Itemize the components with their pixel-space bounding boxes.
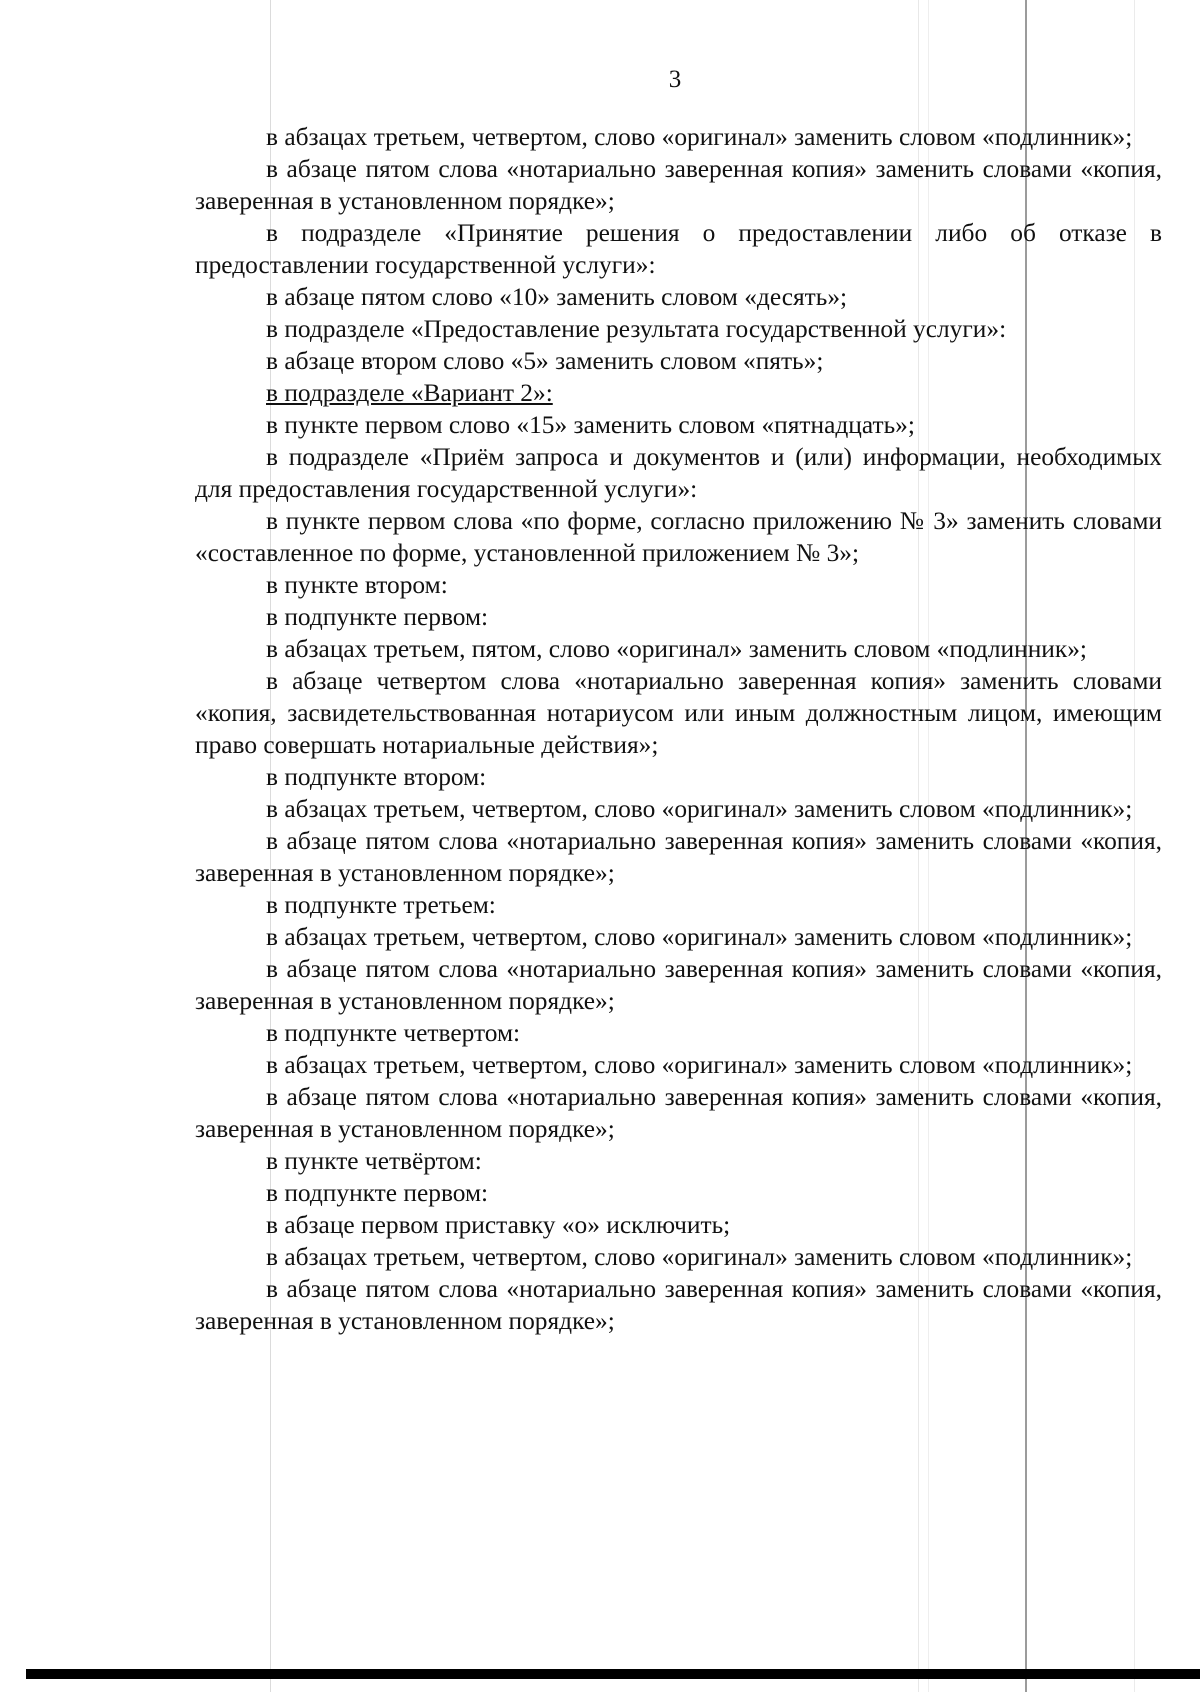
paragraph: в абзацах третьем, четвертом, слово «оригинал» заменить словом «подлинник»; (266, 123, 1133, 151)
paragraph: в абзаце пятом слово «10» заменить словом «десять»; (266, 283, 848, 311)
paragraph: в подпункте втором: (266, 763, 487, 791)
paragraph: в абзаце четвертом слова «нотариально заверенная копия» заменить словами «копия, засвидетельствованная нотариусом или иным должностным лицом, имеющим право совершать нотариальные действия»; (195, 667, 1162, 759)
paragraph: в пункте втором: (266, 571, 448, 599)
paragraph: в абзаце пятом слова «нотариально заверенная копия» заменить словами «копия, заверенная в установленном порядке»; (195, 1275, 1162, 1335)
underlined-heading: в подразделе «Вариант 2»: (266, 379, 553, 407)
paragraph-underlined (195, 377, 1162, 409)
paragraph: в пункте первом слово «15» заменить словом «пятнадцать»; (266, 411, 915, 439)
paragraph: в абзацах третьем, четвертом, слово «оригинал» заменить словом «подлинник»; (266, 1243, 1133, 1271)
paragraph: в пункте четвёртом: (266, 1147, 482, 1175)
paragraph: в подразделе «Предоставление результата государственной услуги»: (266, 315, 1007, 343)
paragraph: в подпункте третьем: (266, 891, 496, 919)
paragraph: в абзацах третьем, четвертом, слово «оригинал» заменить словом «подлинник»; (266, 795, 1133, 823)
paragraph: в абзаце пятом слова «нотариально заверенная копия» заменить словами «копия, заверенная в установленном порядке»; (195, 1083, 1162, 1143)
paragraph: в абзаце первом приставку «о» исключить; (266, 1211, 731, 1239)
paragraph: в абзацах третьем, пятом, слово «оригинал» заменить словом «подлинник»; (266, 635, 1087, 663)
document-body (195, 121, 1162, 1337)
paragraph: в абзаце пятом слова «нотариально заверенная копия» заменить словами «копия, заверенная в установленном порядке»; (195, 155, 1162, 215)
page-number: 3 (668, 66, 682, 93)
paragraph: в абзацах третьем, четвертом, слово «оригинал» заменить словом «подлинник»; (266, 923, 1133, 951)
scan-bottom-border (26, 1669, 1200, 1679)
paragraph: в подпункте четвертом: (266, 1019, 521, 1047)
paragraph: в абзацах третьем, четвертом, слово «оригинал» заменить словом «подлинник»; (266, 1051, 1133, 1079)
paragraph: в подпункте первом: (266, 1179, 489, 1207)
paragraph: в подпункте первом: (266, 603, 489, 631)
paragraph: в абзаце пятом слова «нотариально заверенная копия» заменить словами «копия, заверенная в установленном порядке»; (195, 827, 1162, 887)
paragraph: в абзаце втором слово «5» заменить словом «пять»; (266, 347, 824, 375)
paragraph: в абзаце пятом слова «нотариально заверенная копия» заменить словами «копия, заверенная в установленном порядке»; (195, 955, 1162, 1015)
paragraph: в пункте первом слова «по форме, согласно приложению № 3» заменить словами «составленное по форме, установленной приложением № 3»; (195, 507, 1162, 567)
paragraph: в подразделе «Приём запроса и документов и (или) информации, необходимых для предоставления государственной услуги»: (195, 443, 1162, 503)
paragraph: в подразделе «Принятие решения о предоставлении либо об отказе в предоставлении государственной услуги»: (195, 219, 1162, 279)
